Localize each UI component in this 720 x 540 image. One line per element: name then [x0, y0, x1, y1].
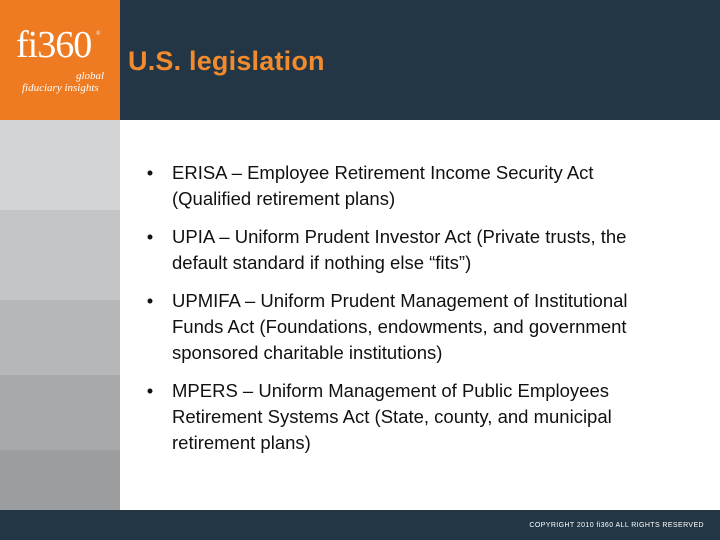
bullet-item-erisa	[140, 160, 660, 212]
rail-band	[0, 210, 120, 300]
rail-band	[0, 450, 120, 510]
bullet-item-upia	[140, 224, 660, 276]
registered-mark: ®	[96, 31, 101, 37]
slide-header	[120, 0, 720, 120]
slide-footer	[0, 510, 720, 540]
rail-band	[0, 300, 120, 375]
bullet-marker: •	[146, 380, 154, 401]
bullet-text: UPMIFA – Uniform Prudent Management of Institutional Funds Act (Foundations, endowments, and government sponsored charitable institutions)	[172, 290, 628, 363]
rail-band	[0, 120, 120, 210]
bullet-item-mpers	[140, 378, 660, 456]
rail-band	[0, 375, 120, 450]
bullet-item-upmifa	[140, 288, 660, 366]
logo-tagline-fiduciary: fiduciary insights	[22, 82, 99, 94]
bullet-text: ERISA – Employee Retirement Income Security Act (Qualified retirement plans)	[172, 162, 594, 209]
copyright-notice: COPYRIGHT 2010 fi360 ALL RIGHTS RESERVED	[529, 522, 704, 529]
bullet-marker: •	[146, 226, 154, 247]
bullet-text: UPIA – Uniform Prudent Investor Act (Private trusts, the default standard if nothing else “fits”)	[172, 226, 627, 273]
slide-title: U.S. legislation	[128, 46, 325, 76]
fi360-logo	[0, 0, 120, 120]
bullet-list	[140, 160, 660, 468]
logo-mark: fi360	[16, 24, 92, 66]
bullet-marker: •	[146, 290, 154, 311]
bullet-text: MPERS – Uniform Management of Public Employees Retirement Systems Act (State, county, and municipal retirement plans)	[172, 380, 612, 453]
bullet-marker: •	[146, 162, 154, 183]
logo-tagline-global: global	[76, 70, 105, 82]
